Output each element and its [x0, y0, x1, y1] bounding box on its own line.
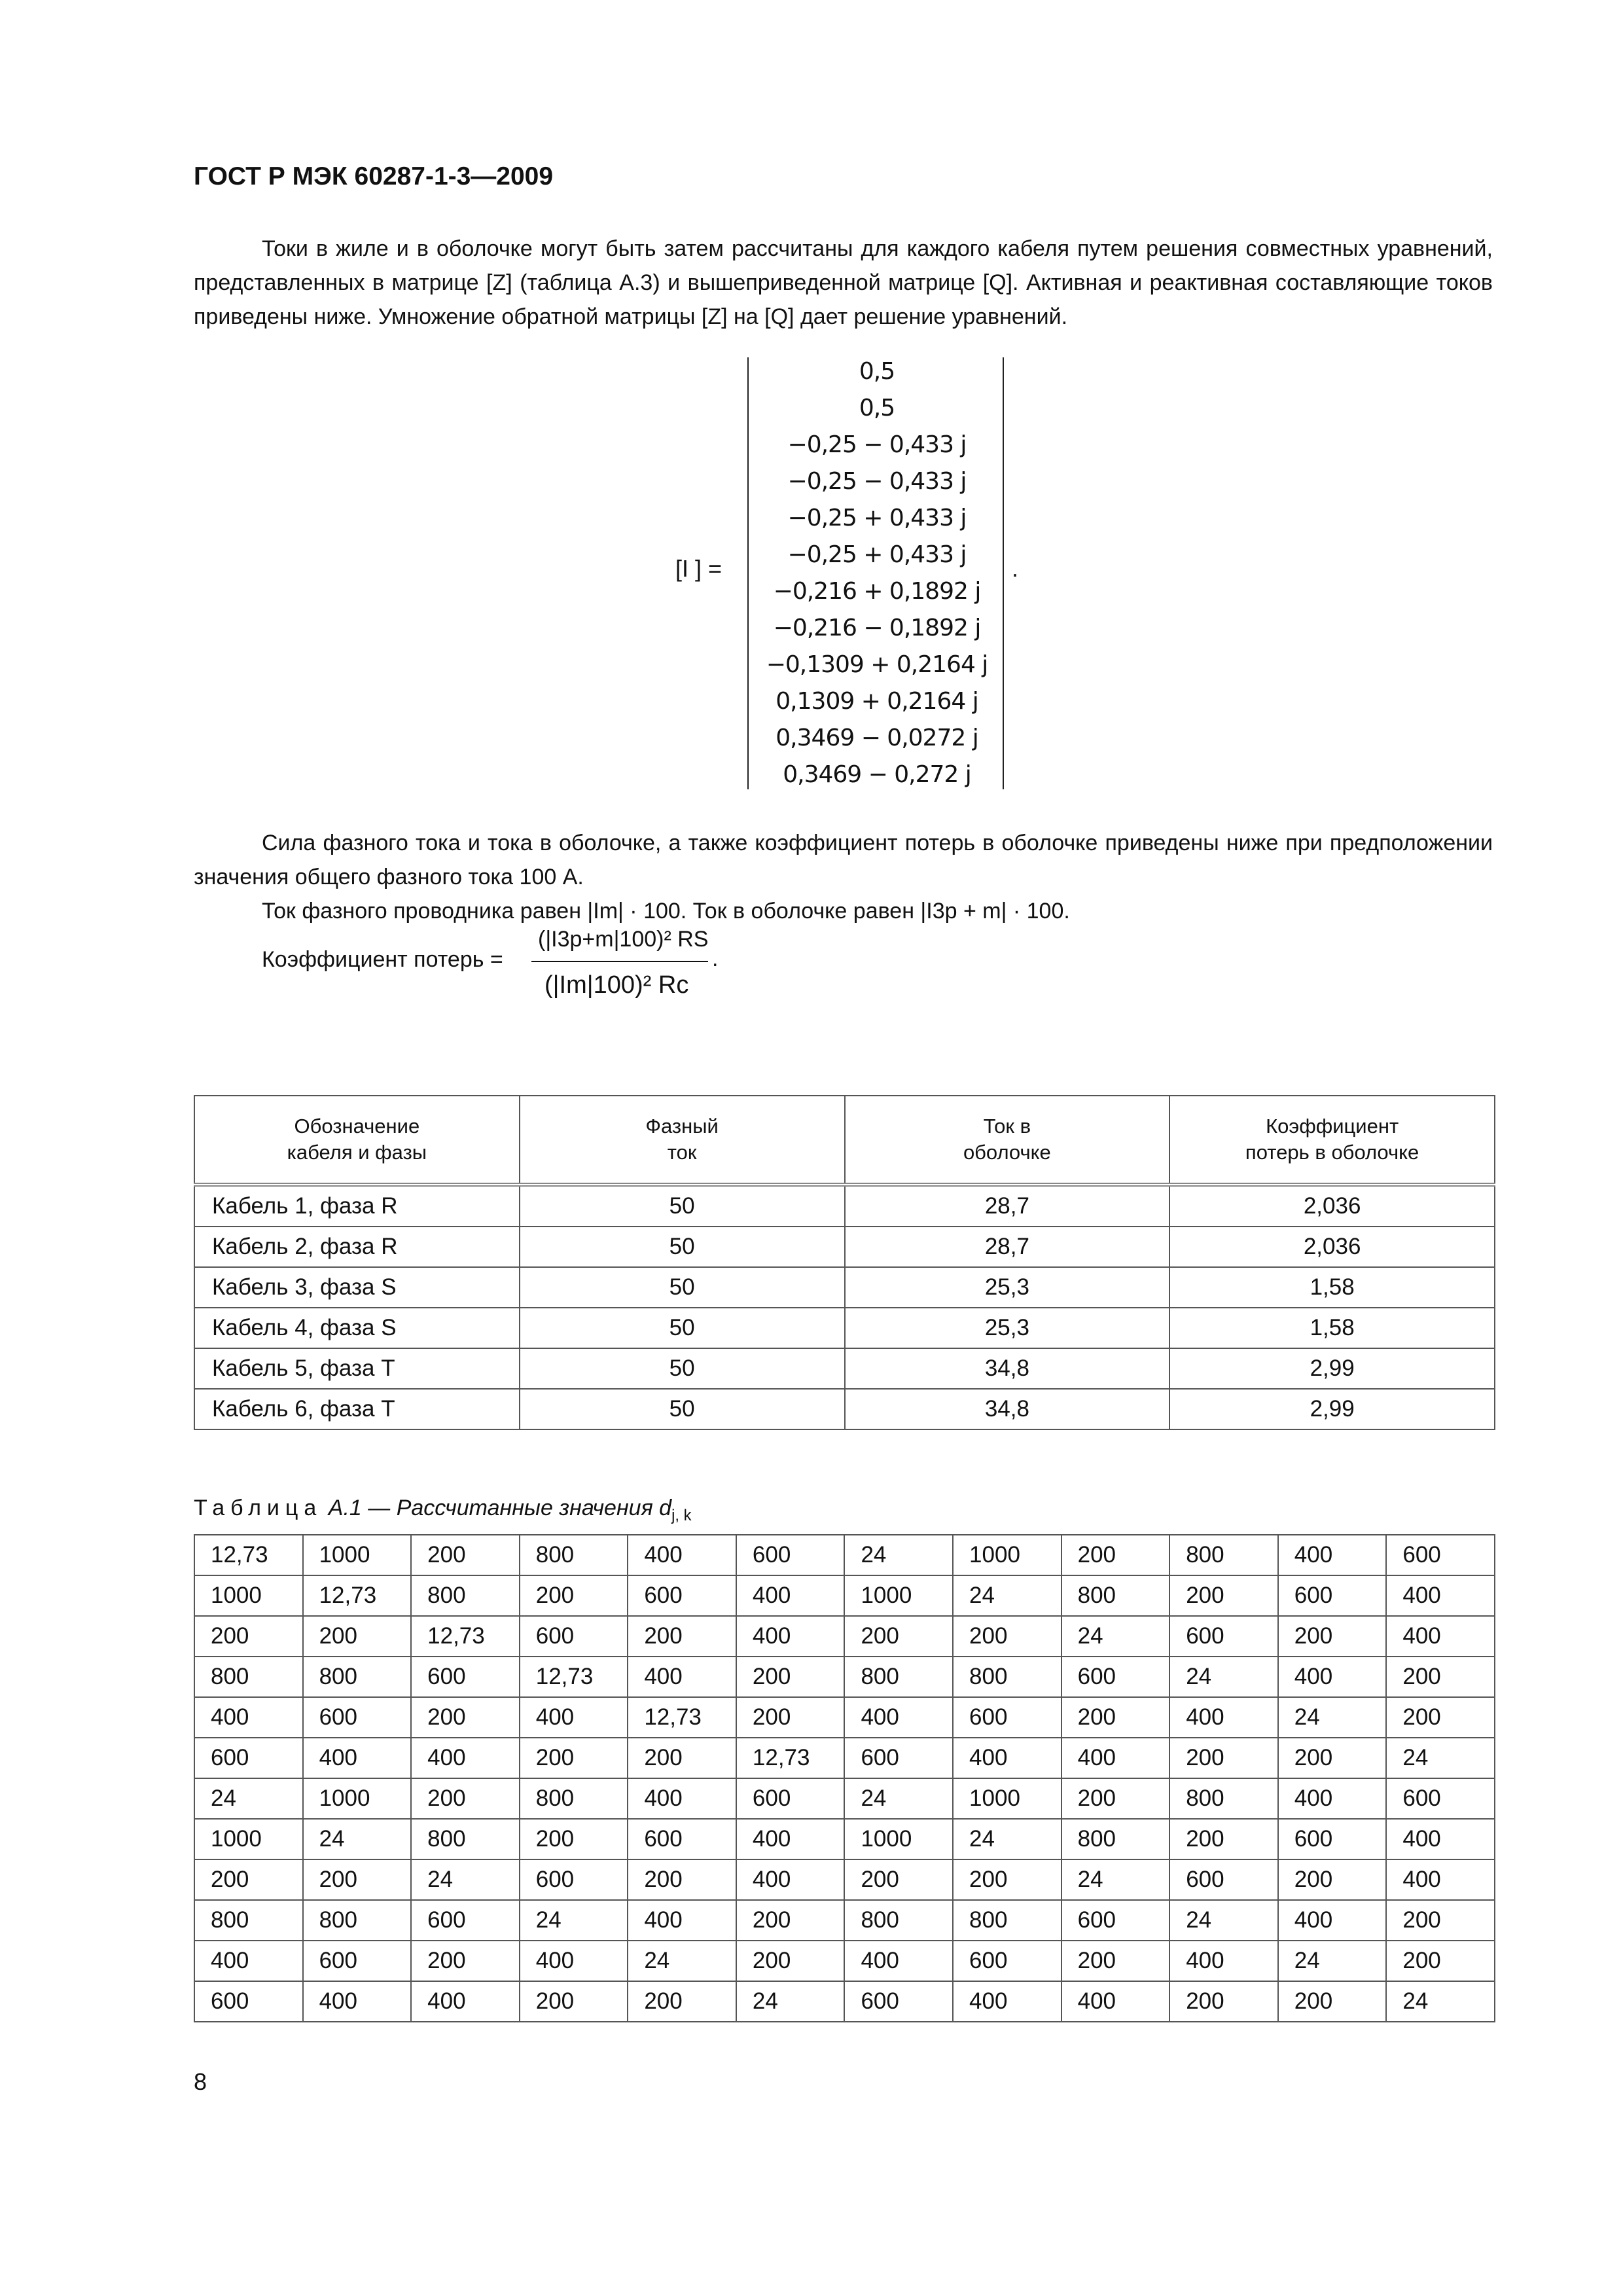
table-row — [194, 1859, 1495, 1900]
matrix-entry: −0,216 − 0,1892 j — [773, 615, 981, 641]
table-cell: 400 — [520, 1941, 628, 1981]
table-cell: 200 — [1169, 1819, 1278, 1859]
matrix-entry: −0,25 − 0,433 j — [787, 431, 967, 458]
table-cell: 50 — [520, 1185, 845, 1227]
table-cell: 12,73 — [628, 1697, 736, 1738]
matrix-bracket-right — [1003, 357, 1004, 789]
table-cell: 600 — [1278, 1575, 1387, 1616]
table-cell: 12,73 — [411, 1616, 520, 1657]
table-cell: 200 — [1061, 1778, 1170, 1819]
matrix-entry: −0,216 + 0,1892 j — [773, 578, 981, 605]
table-cell: 25,3 — [845, 1308, 1170, 1348]
table-cell: 400 — [1278, 1778, 1387, 1819]
table-cell: 400 — [194, 1697, 303, 1738]
table-cell: 800 — [953, 1657, 1061, 1697]
table-cell: 200 — [411, 1535, 520, 1575]
table-cell: 50 — [520, 1227, 845, 1267]
table-cell: 600 — [194, 1738, 303, 1778]
table-cell: 800 — [411, 1575, 520, 1616]
table-cell: 400 — [1386, 1859, 1495, 1900]
table-cell: 24 — [628, 1941, 736, 1981]
table-cell: 800 — [953, 1900, 1061, 1941]
table-cell: 200 — [1169, 1981, 1278, 2022]
column-header: Коэффициент потерь в оболочке — [1169, 1096, 1495, 1185]
table-cell: 400 — [303, 1981, 412, 2022]
table-cell: 200 — [1169, 1575, 1278, 1616]
matrix-entry: 0,5 — [859, 395, 895, 422]
table-cell: 400 — [628, 1657, 736, 1697]
table-cell: 24 — [736, 1981, 845, 2022]
table-cell: 200 — [953, 1616, 1061, 1657]
table-cell: 400 — [1278, 1535, 1387, 1575]
matrix-entry: 0,3469 − 0,272 j — [783, 761, 971, 788]
table-row — [194, 1535, 1495, 1575]
table-cell: 200 — [1278, 1616, 1387, 1657]
table-cell: 400 — [628, 1778, 736, 1819]
table-row — [194, 1738, 1495, 1778]
paragraph-text: Токи в жиле и в оболочке могут быть затем рассчитаны для каждого кабеля путем решения совместных уравнений, представленных в матрице [Z] (таблица А.3) и вышеприведенной матрице [Q]. Активная и реактивная составляющие токов приведены ниже. Умножение обратной матрицы [Z] на [Q] дает решение уравнений. — [194, 236, 1493, 329]
table-cell: 600 — [736, 1778, 845, 1819]
table-cell: 24 — [1169, 1657, 1278, 1697]
table-cell: 600 — [736, 1535, 845, 1575]
table-cell: 200 — [520, 1981, 628, 2022]
table-cell: 200 — [1061, 1697, 1170, 1738]
matrix-entry: 0,1309 + 0,2164 j — [776, 688, 978, 715]
table-cell: 400 — [411, 1738, 520, 1778]
table-cell: 200 — [1278, 1981, 1387, 2022]
table-cell: 1000 — [953, 1535, 1061, 1575]
table-cell: 24 — [1278, 1697, 1387, 1738]
matrix-entry: −0,25 + 0,433 j — [787, 541, 967, 568]
table-cell: 200 — [1278, 1859, 1387, 1900]
table-cell: 200 — [628, 1859, 736, 1900]
table-cell: 400 — [953, 1738, 1061, 1778]
table-row — [194, 1389, 1495, 1429]
table-cell: 2,036 — [1169, 1227, 1495, 1267]
table-cell: 800 — [844, 1900, 953, 1941]
table-cell: 200 — [411, 1941, 520, 1981]
loss-factor-numerator: (|I3p+m|100)² RS — [538, 927, 709, 952]
table-cell: 24 — [411, 1859, 520, 1900]
table-cell: 24 — [194, 1778, 303, 1819]
table-cell: 50 — [520, 1308, 845, 1348]
paragraph-conductor-current: Ток фазного проводника равен |Im| · 100. Ток в оболочке равен |I3p + m| · 100. — [262, 899, 1070, 924]
table-cell: 200 — [844, 1859, 953, 1900]
caption-subscript: j, k — [671, 1506, 692, 1524]
matrix-end-punctuation: . — [1012, 555, 1019, 582]
table-cell: 34,8 — [845, 1389, 1170, 1429]
table-cell: 800 — [303, 1900, 412, 1941]
table-cell: 400 — [411, 1981, 520, 2022]
table-row — [194, 1819, 1495, 1859]
table-cell: 400 — [1386, 1616, 1495, 1657]
table-cell: 600 — [1386, 1535, 1495, 1575]
table-cell: 600 — [1169, 1859, 1278, 1900]
document-header: ГОСТ Р МЭК 60287-1-3—2009 — [194, 162, 554, 190]
paragraph-currents-intro — [194, 232, 1493, 334]
table-cell: 400 — [520, 1697, 628, 1738]
table-cell: 1000 — [194, 1819, 303, 1859]
table-cell: 600 — [1386, 1778, 1495, 1819]
table-cell: 12,73 — [736, 1738, 845, 1778]
table-cell: 200 — [628, 1616, 736, 1657]
table-cell: 600 — [953, 1941, 1061, 1981]
table-cell: Кабель 5, фаза T — [194, 1348, 520, 1389]
table-cell: 200 — [520, 1575, 628, 1616]
table-cell: 200 — [303, 1859, 412, 1900]
table-cell: 1000 — [844, 1819, 953, 1859]
table-cell: 200 — [1386, 1657, 1495, 1697]
table-cell: Кабель 3, фаза S — [194, 1267, 520, 1308]
table-cell: 200 — [736, 1697, 845, 1738]
table-cell: 24 — [303, 1819, 412, 1859]
table-cell: 24 — [520, 1900, 628, 1941]
table-cell: 200 — [520, 1738, 628, 1778]
matrix-bracket-left — [747, 357, 749, 789]
table-cell: 600 — [411, 1657, 520, 1697]
column-header: Ток в оболочке — [845, 1096, 1170, 1185]
table-cell: 28,7 — [845, 1227, 1170, 1267]
table-cell: 400 — [1169, 1697, 1278, 1738]
loss-factor-denominator: (|Im|100)² Rc — [544, 971, 689, 999]
table-cell: 200 — [953, 1859, 1061, 1900]
table-cell: 400 — [736, 1616, 845, 1657]
table-row — [194, 1981, 1495, 2022]
table-cell: 200 — [1061, 1941, 1170, 1981]
column-header: Обозначение кабеля и фазы — [194, 1096, 520, 1185]
table-cell: 28,7 — [845, 1185, 1170, 1227]
table-cell: 24 — [953, 1819, 1061, 1859]
table-header-row — [194, 1096, 1495, 1185]
table-cell: 800 — [520, 1535, 628, 1575]
table-cell: 800 — [1061, 1575, 1170, 1616]
table-row — [194, 1778, 1495, 1819]
table-cell: 600 — [1061, 1900, 1170, 1941]
formula-end-punctuation: . — [712, 946, 719, 971]
table-cell: Кабель 2, фаза R — [194, 1227, 520, 1267]
table-cell: 2,99 — [1169, 1348, 1495, 1389]
table-cell: 800 — [1061, 1819, 1170, 1859]
table-cell: 400 — [844, 1941, 953, 1981]
table-cell: 1000 — [303, 1778, 412, 1819]
caption-prefix: Таблица — [194, 1496, 323, 1520]
table-cell: 25,3 — [845, 1267, 1170, 1308]
table-cell: 200 — [736, 1657, 845, 1697]
table-cell: 200 — [1278, 1738, 1387, 1778]
table-cell: 800 — [844, 1657, 953, 1697]
table-cell: 600 — [1169, 1616, 1278, 1657]
table-cell: 800 — [520, 1778, 628, 1819]
table-cell: 200 — [628, 1981, 736, 2022]
matrix-label: [I ] = — [675, 555, 722, 582]
table-cell: 12,73 — [520, 1657, 628, 1697]
table-cell: 800 — [194, 1657, 303, 1697]
table-cell: 800 — [303, 1657, 412, 1697]
table-cell: 600 — [628, 1819, 736, 1859]
table-cell: 200 — [1386, 1941, 1495, 1981]
table-cell: 600 — [1278, 1819, 1387, 1859]
table-cell: 1000 — [194, 1575, 303, 1616]
table-row — [194, 1941, 1495, 1981]
table-row — [194, 1308, 1495, 1348]
table-cell: 600 — [1061, 1657, 1170, 1697]
fraction-line — [531, 961, 708, 962]
table-cell: 400 — [194, 1941, 303, 1981]
table-cell: 200 — [1061, 1535, 1170, 1575]
table-cell: 200 — [736, 1900, 845, 1941]
table-cell: Кабель 1, фаза R — [194, 1185, 520, 1227]
table-caption — [194, 1496, 692, 1525]
table-cell: 400 — [1061, 1738, 1170, 1778]
table-cell: 600 — [303, 1941, 412, 1981]
table-cell: 400 — [844, 1697, 953, 1738]
table-cell: 200 — [1169, 1738, 1278, 1778]
table-cell: 400 — [953, 1981, 1061, 2022]
table-cell: 200 — [520, 1819, 628, 1859]
table-row — [194, 1185, 1495, 1227]
table-row — [194, 1697, 1495, 1738]
table-row — [194, 1616, 1495, 1657]
table-cell: 800 — [1169, 1535, 1278, 1575]
table-cell: 1000 — [844, 1575, 953, 1616]
table-cell: 400 — [736, 1859, 845, 1900]
table-cell: 1000 — [953, 1778, 1061, 1819]
table-cell: 400 — [736, 1575, 845, 1616]
column-header: Фазный ток — [520, 1096, 845, 1185]
table-cell: 34,8 — [845, 1348, 1170, 1389]
table-cell: 800 — [194, 1900, 303, 1941]
table-cell: 1,58 — [1169, 1267, 1495, 1308]
table-cell: 24 — [1061, 1859, 1170, 1900]
table-cell: 1,58 — [1169, 1308, 1495, 1348]
table-cell: 600 — [844, 1738, 953, 1778]
table-cell: 12,73 — [303, 1575, 412, 1616]
table-cell: 600 — [953, 1697, 1061, 1738]
table-cell: 400 — [1386, 1819, 1495, 1859]
matrix-entry: 0,5 — [859, 358, 895, 385]
table-cell: 12,73 — [194, 1535, 303, 1575]
table-cell: 24 — [953, 1575, 1061, 1616]
matrix-entry: −0,1309 + 0,2164 j — [766, 651, 988, 678]
page-number: 8 — [194, 2068, 207, 2095]
table-cell: 200 — [736, 1941, 845, 1981]
table-cell: 50 — [520, 1348, 845, 1389]
table-cell: 600 — [520, 1859, 628, 1900]
distance-table — [194, 1534, 1495, 2022]
table-row — [194, 1657, 1495, 1697]
table-cell: 24 — [844, 1535, 953, 1575]
table-cell: 800 — [1169, 1778, 1278, 1819]
table-cell: 600 — [194, 1981, 303, 2022]
table-cell: 600 — [411, 1900, 520, 1941]
table-cell: 2,99 — [1169, 1389, 1495, 1429]
table-row — [194, 1227, 1495, 1267]
table-cell: 24 — [1386, 1738, 1495, 1778]
table-cell: 400 — [303, 1738, 412, 1778]
table-cell: 24 — [1278, 1941, 1387, 1981]
table-cell: 200 — [411, 1697, 520, 1738]
matrix-entry: 0,3469 − 0,0272 j — [776, 725, 978, 751]
table-cell: 400 — [1169, 1941, 1278, 1981]
table-cell: 400 — [736, 1819, 845, 1859]
table-cell: 400 — [1386, 1575, 1495, 1616]
table-cell: 50 — [520, 1267, 845, 1308]
table-cell: 400 — [1278, 1657, 1387, 1697]
table-cell: 200 — [194, 1616, 303, 1657]
current-matrix — [753, 353, 1001, 793]
matrix-entry: −0,25 − 0,433 j — [787, 468, 967, 495]
table-row — [194, 1267, 1495, 1308]
table-cell: 200 — [194, 1859, 303, 1900]
table-cell: 1000 — [303, 1535, 412, 1575]
loss-factor-label: Коэффициент потерь = — [262, 947, 503, 972]
table-cell: 200 — [1386, 1697, 1495, 1738]
matrix-entry: −0,25 + 0,433 j — [787, 505, 967, 531]
table-cell: 2,036 — [1169, 1185, 1495, 1227]
table-cell: 400 — [1278, 1900, 1387, 1941]
table-cell: 24 — [844, 1778, 953, 1819]
table-cell: 400 — [628, 1900, 736, 1941]
table-cell: 200 — [411, 1778, 520, 1819]
table-cell: 200 — [303, 1616, 412, 1657]
table-row — [194, 1348, 1495, 1389]
table-cell: 400 — [1061, 1981, 1170, 2022]
table-cell: 24 — [1386, 1981, 1495, 2022]
table-cell: 600 — [303, 1697, 412, 1738]
table-cell: 50 — [520, 1389, 845, 1429]
table-row — [194, 1575, 1495, 1616]
table-cell: 400 — [628, 1535, 736, 1575]
table-cell: 600 — [520, 1616, 628, 1657]
table-cell: Кабель 6, фаза T — [194, 1389, 520, 1429]
table-cell: 200 — [844, 1616, 953, 1657]
table-cell: 24 — [1169, 1900, 1278, 1941]
paragraph-text: Сила фазного тока и тока в оболочке, а также коэффициент потерь в оболочке приведены ниже при предположении значения общего фазного тока 100 А. — [194, 831, 1493, 889]
table-cell: 800 — [411, 1819, 520, 1859]
paragraph-phase-current — [194, 826, 1493, 894]
table-cell: 24 — [1061, 1616, 1170, 1657]
table-cell: Кабель 4, фаза S — [194, 1308, 520, 1348]
table-cell: 600 — [628, 1575, 736, 1616]
table-cell: 200 — [628, 1738, 736, 1778]
table-cell: 600 — [844, 1981, 953, 2022]
sheath-loss-table — [194, 1095, 1495, 1430]
table-row — [194, 1900, 1495, 1941]
table-cell: 200 — [1386, 1900, 1495, 1941]
caption-text: А.1 — Рассчитанные значения d — [328, 1496, 672, 1520]
